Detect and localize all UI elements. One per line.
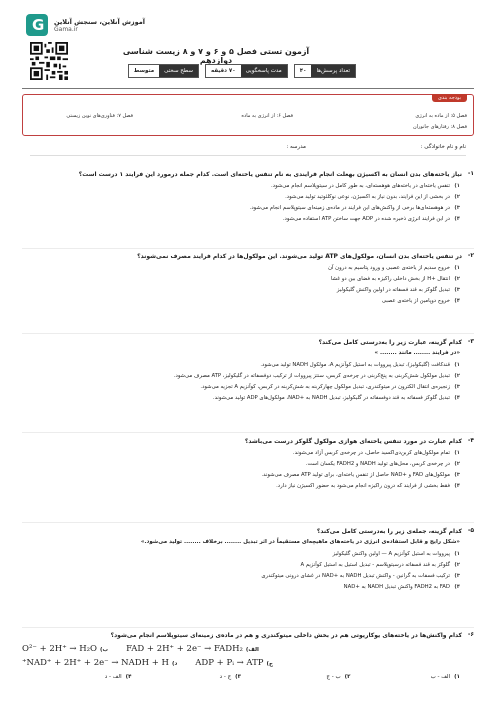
option[interactable]: ۳) در هوهسته‌ای‌ها برخی از واکنش‌های این فرایند در ماده‌ی زمینه‌ای سیتوپلاسم انجام می‌شود. (249, 205, 460, 211)
option[interactable]: ۲) در بخشی از این فرایند، بدون نیاز به اکسیژن، نوعی نوکلئوتید تولید می‌شود. (285, 194, 460, 200)
option[interactable]: ۲) تبدیل مولکول شش‌کربنی به پنج‌کربنی در چرخه‌ی کربس، سنتز پیرووات از ترکیب دوفسفاته در گلیکولیز، ATP مصرف می‌شود. (173, 373, 460, 379)
option[interactable]: ۲) گلوکز به قند فسفاته درسیتوپلاسم - تبدیل استیل به استیل کوآنزیم A (300, 562, 460, 568)
question: ۴- کدام عبارت در مورد تنفس یاخته‌ای هوازی مولکول گلوکز درست می‌باشد؟ ۱) تمام مولکول‌های کربن‌دی‌اکسید حاصل، در چرخه‌ی کربس آزاد می‌شوند. ۲) در چرخه‌ی کربس، محل‌های تولید NADH و FADH2 یکسان است. ۳) مولکول‌های FAD و +NAD حاصل از تنفس یاخته‌ای، برای تولید ATP مصرف می‌شوند. ۴) فقط بخشی از فرایند که درون راکیزه انجام می‌شود به حضور اکسیژن نیاز دارد. (22, 437, 474, 490)
question-text: کدام عبارت در مورد تنفس یاخته‌ای هوازی مولکول گلوکز درست می‌باشد؟ (244, 438, 462, 445)
question: ۵- کدام گزینه، جمله‌ی زیر را به‌درستی کامل می‌کند؟ «شکل رایج و قابل استفاده‌ی انرژی در یاخته‌های ماهیچه‌ای مستقیماً در اثر تبدیل ........ برخلاف ........ تولید می‌شود.» ۱) پیرووات به استیل کوآنزیم A — اولین واکنش گلیکولیز ۲) گلوکز به قند فسفاته درسیتوپلاسم - تبدیل استیل به استیل کوآنزیم A ۳) ترکیب فسفات به گرانین - واکنش تبدیل NADH به +NAD در غشای درونی میتوکندری ۴) FAD به FADH2 واکنش تبدیل NADH به +NAD (22, 527, 474, 591)
duration: مدت پاسخگویی ۷۰ دقیقه (205, 64, 288, 78)
option[interactable]: ۴) FAD به FADH2 واکنش تبدیل NADH به +NAD (343, 584, 460, 590)
reaction: ب)O²⁻ + 2H⁺ → H₂O (22, 644, 109, 654)
option[interactable]: ۱) تمام مولکول‌های کربن‌دی‌اکسید حاصل، در چرخه‌ی کربس آزاد می‌شوند. (292, 450, 460, 456)
option[interactable]: ۱) خروج سدیم از یاخته‌ی عصبی و ورود پتاسیم به درون آن (328, 265, 460, 271)
question-statement: «در فرایند ........ مانند ........ » (374, 350, 460, 356)
option[interactable]: ۴) فقط بخشی از فرایند که درون راکیزه انجام می‌شود به حضور اکسیژن نیاز دارد. (276, 483, 460, 489)
student-name-label: نام و نام خانوادگی : (420, 144, 466, 150)
option[interactable]: ۳) ترکیب فسفات به گرانین - واکنش تبدیل NADH به +NAD در غشای درونی میتوکندری (261, 573, 460, 579)
chapter-budget-badge: بودجه بندی (432, 94, 467, 102)
question-text: کدام گزینه، عبارت زیر را به‌درستی کامل می‌کند؟ (318, 339, 462, 346)
question-text: در تنفس یاخته‌ای بدن انسان، مولکول‌های ATP تولید می‌شوند. این مولکول‌ها در کدام فرایند مصرف نمی‌شوند؟ (137, 253, 462, 260)
reaction: ج)ADP + Pᵢ → ATP (195, 658, 273, 668)
chapter-item: فصل ۷: فناوری‌های نوین زیستی (66, 113, 133, 119)
brand-slogan: آموزش آنلاین، سنجش آنلاین (54, 17, 146, 26)
option[interactable]: ۴) تبدیل گلوکز فسفاته به قند دوفسفاته در گلیکولیز، تبدیل NADH به +NAD، مولکول‌های ADP تولید می‌شوند. (212, 395, 460, 401)
chapter-budget (22, 94, 474, 136)
option[interactable]: ۲) در چرخه‌ی کربس، محل‌های تولید NADH و FADH2 یکسان است. (305, 461, 460, 467)
question: ۳- کدام گزینه، عبارت زیر را به‌درستی کامل می‌کند؟ «در فرایند ........ مانند ........ » ۱) قندکافت (گلیکولیز)، تبدیل پیرووات به استیل کوآنزیم A، مولکول NADH تولید می‌شود. ۲) تبدیل مولکول شش‌کربنی به پنج‌کربنی در چرخه‌ی کربس، سنتز پیرووات از ترکیب دوفسفاته در گلیکولیز، ATP مصرف می‌شود. ۳) زنجیره‌ی انتقال الکترون در میتوکندری، تبدیل مولکول چهارکربنه به شش‌کربنه در کربس، کوآنزیم A تجزیه می‌شود. ۴) تبدیل گلوکز فسفاته به قند دوفسفاته در گلیکولیز، تبدیل NADH به +NAD، مولکول‌های ADP تولید می‌شوند. (22, 338, 474, 402)
question: ۱- نیاز یاخته‌های بدن انسان به اکسیژن بهعلت انجام فرایندی به نام تنفس یاخته‌ای است. کدام جمله درمورد این فرایند ۱ درست است؟ ۱) تنفس یاخته‌ای در یاخته‌های هوهسته‌ای، به طور کامل در سیتوپلاسم انجام می‌شود. ۲) در بخشی از این فرایند، بدون نیاز به اکسیژن، نوعی نوکلئوتید تولید می‌شود. ۳) در هوهسته‌ای‌ها برخی از واکنش‌های این فرایند در ماده‌ی زمینه‌ای سیتوپلاسم انجام می‌شود. ۴) در این فرایند انرژی ذخیره شده در ADP جهت ساختن ATP استفاده می‌شود. (22, 170, 474, 223)
difficulty: سطح سختی متوسط (128, 64, 199, 78)
header-divider (22, 88, 474, 89)
option[interactable]: ۳) زنجیره‌ی انتقال الکترون در میتوکندری، تبدیل مولکول چهارکربنه به شش‌کربنه در کربس، کوآنزیم A تجزیه می‌شود. (200, 384, 460, 390)
chapter-item: فصل ۵: از ماده به انرژی (415, 113, 467, 119)
option[interactable]: ۱) پیرووات به استیل کوآنزیم A — اولین واکنش گلیکولیز (332, 551, 460, 557)
option[interactable]: ۳) تبدیل گلوکز به قند فسفاته در اولین واکنش گلیکولیز (336, 287, 460, 293)
question-text: نیاز یاخته‌های بدن انسان به اکسیژن بهعلت انجام فرایندی به نام تنفس یاخته‌ای است. کدام جمله درمورد این فرایند ۱ درست است؟ (78, 171, 462, 178)
option[interactable]: ۴) در این فرایند انرژی ذخیره شده در ADP جهت ساختن ATP استفاده می‌شود. (282, 216, 460, 222)
student-info (30, 144, 466, 156)
school-label: مدرسه : (286, 144, 306, 150)
reaction: الف)FAD + 2H⁺ + 2e⁻ → FADH₂ (126, 644, 259, 654)
option[interactable]: ۱)الف - ب (430, 674, 460, 680)
question-count: تعداد پرسش‌ها ۴۰ (294, 64, 356, 78)
option[interactable]: ۳)ج - د (219, 674, 241, 680)
option[interactable]: ۱) قندکافت (گلیکولیز)، تبدیل پیرووات به استیل کوآنزیم A، مولکول NADH تولید می‌شود. (260, 362, 460, 368)
gama-logo (26, 14, 48, 36)
chapter-item: فصل ۶: از انرژی به ماده (241, 113, 293, 119)
question-text: کدام گزینه، جمله‌ی زیر را به‌درستی کامل می‌کند؟ (316, 528, 462, 535)
question: ۶- کدام واکنش‌ها در یاخته‌های یوکاریوتی هم در بخش داخلی میتوکندری و هم در ماده‌ی زمینه‌ای سیتوپلاسم انجام می‌شود؟ الف)FAD + 2H⁺ + 2e⁻ → FADH₂ ب)O²⁻ + 2H⁺ → H₂O ج)ADP + Pᵢ → ATP د)NAD⁺ + 2H⁺ + 2e⁻ → NADH + H⁺ ۱)الف - ب ۲)ب - ج ۳)ج - د ۴)الف - د (22, 631, 474, 680)
option[interactable]: ۱) تنفس یاخته‌ای در یاخته‌های هوهسته‌ای، به طور کامل در سیتوپلاسم انجام می‌شود. (271, 183, 460, 189)
reaction: د)NAD⁺ + 2H⁺ + 2e⁻ → NADH + H⁺ (22, 658, 178, 668)
brand-site: Gama.ir (54, 25, 78, 33)
option[interactable]: ۳) مولکول‌های FAD و +NAD حاصل از تنفس یاخته‌ای، برای تولید ATP مصرف می‌شوند. (261, 472, 460, 478)
question-statement: «شکل رایج و قابل استفاده‌ی انرژی در یاخته‌های ماهیچه‌ای مستقیماً در اثر تبدیل ........ برخلاف ........ تولید می‌شود.» (140, 539, 460, 545)
qr-code-icon (30, 42, 68, 80)
exam-title: آزمون تستی فصل ۵ و ۶ و ۷ و ۸ زیست شناسی دوازدهم (122, 47, 310, 65)
brand (26, 14, 145, 36)
option[interactable]: ۲)ب - ج (326, 674, 351, 680)
option[interactable]: ۲) انتقال +H از بخش داخلی راکیزه به فضای بین دو غشا (330, 276, 460, 282)
option[interactable]: ۴)الف - د (104, 674, 132, 680)
question-text: کدام واکنش‌ها در یاخته‌های یوکاریوتی هم در بخش داخلی میتوکندری و هم در ماده‌ی زمینه‌ای سیتوپلاسم انجام می‌شود؟ (110, 632, 462, 639)
exam-info (122, 64, 356, 78)
chapter-item: فصل ۸: رفتارهای جانوران (412, 124, 467, 130)
option[interactable]: ۴) خروج دوپامین از یاخته‌ی عصبی (381, 298, 460, 304)
question: ۲- در تنفس یاخته‌ای بدن انسان، مولکول‌های ATP تولید می‌شوند. این مولکول‌ها در کدام فرایند مصرف نمی‌شوند؟ ۱) خروج سدیم از یاخته‌ی عصبی و ورود پتاسیم به درون آن ۲) انتقال +H از بخش داخلی راکیزه به فضای بین دو غشا ۳) تبدیل گلوکز به قند فسفاته در اولین واکنش گلیکولیز ۴) خروج دوپامین از یاخته‌ی عصبی (22, 252, 474, 305)
answer-choices (22, 674, 460, 680)
